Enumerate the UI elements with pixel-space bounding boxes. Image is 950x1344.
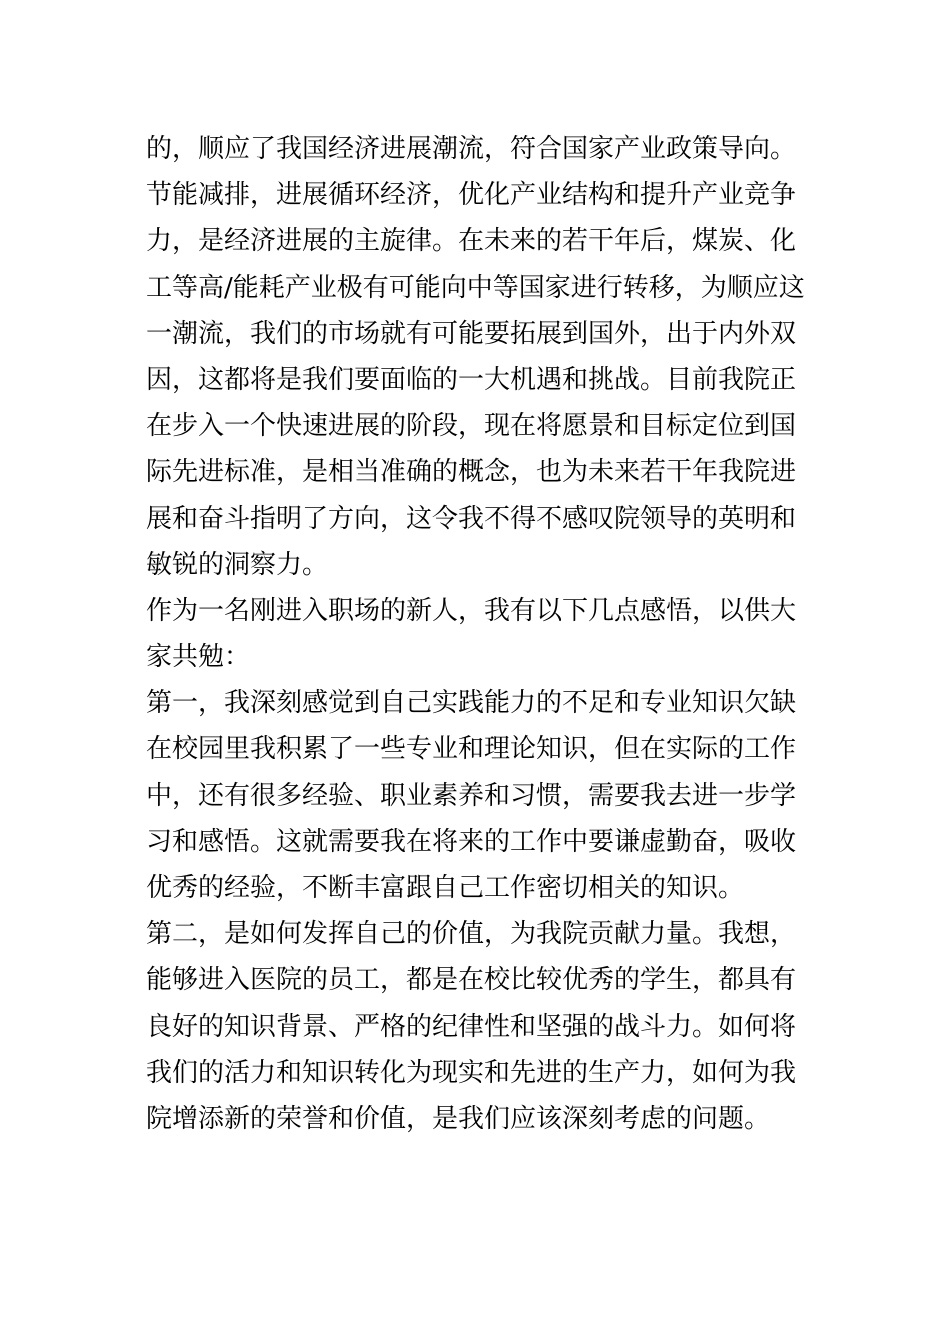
text-line: 能够进入医院的员工，都是在校比较优秀的学生，都具有	[146, 965, 797, 996]
text-line: 习和感悟。这就需要我在将来的工作中要谦虚勤奋，吸收	[146, 826, 797, 857]
document-body	[146, 126, 826, 1142]
text-line: 节能减排，进展循环经济，优化产业结构和提升产业竞争	[146, 180, 797, 211]
text-line: 际先进标准，是相当准确的概念，也为未来若干年我院进	[146, 457, 797, 488]
text-line: 因，这都将是我们要面临的一大机遇和挑战。目前我院正	[146, 364, 797, 395]
text-line: 在步入一个快速进展的阶段，现在将愿景和目标定位到国	[146, 411, 797, 442]
text-line: 我们的活力和知识转化为现实和先进的生产力，如何为我	[146, 1057, 797, 1088]
text-line: 的，顺应了我国经济进展潮流，符合国家产业政策导向。	[146, 134, 797, 164]
text-line: 第一，我深刻感觉到自己实践能力的不足和专业知识欠缺	[146, 688, 797, 719]
text-line: 优秀的经验，不断丰富跟自己工作密切相关的知识。	[146, 873, 745, 903]
text-line: 工等高/能耗产业极有可能向中等国家进行转移，为顺应这	[146, 272, 805, 303]
text-line: 第二，是如何发挥自己的价值，为我院贡献力量。我想，	[146, 919, 797, 950]
text-line: 院增添新的荣誉和价值，是我们应该深刻考虑的问题。	[146, 1103, 771, 1134]
text-line: 中，还有很多经验、职业素养和习惯，需要我去进一步学	[146, 780, 797, 811]
text-line: 作为一名刚进入职场的新人，我有以下几点感悟，以供大	[146, 595, 797, 626]
text-line: 一潮流，我们的市场就有可能要拓展到国外，出于内外双	[146, 318, 797, 349]
text-line: 家共勉：	[146, 642, 251, 673]
text-line: 敏锐的洞察力。	[146, 549, 329, 580]
text-line: 良好的知识背景、严格的纪律性和坚强的战斗力。如何将	[146, 1011, 797, 1042]
text-line: 在校园里我积累了一些专业和理论知识，但在实际的工作	[146, 734, 797, 765]
text-line: 力，是经济进展的主旋律。在未来的若干年后，煤炭、化	[146, 226, 797, 257]
text-line: 展和奋斗指明了方向，这令我不得不感叹院领导的英明和	[146, 503, 797, 534]
